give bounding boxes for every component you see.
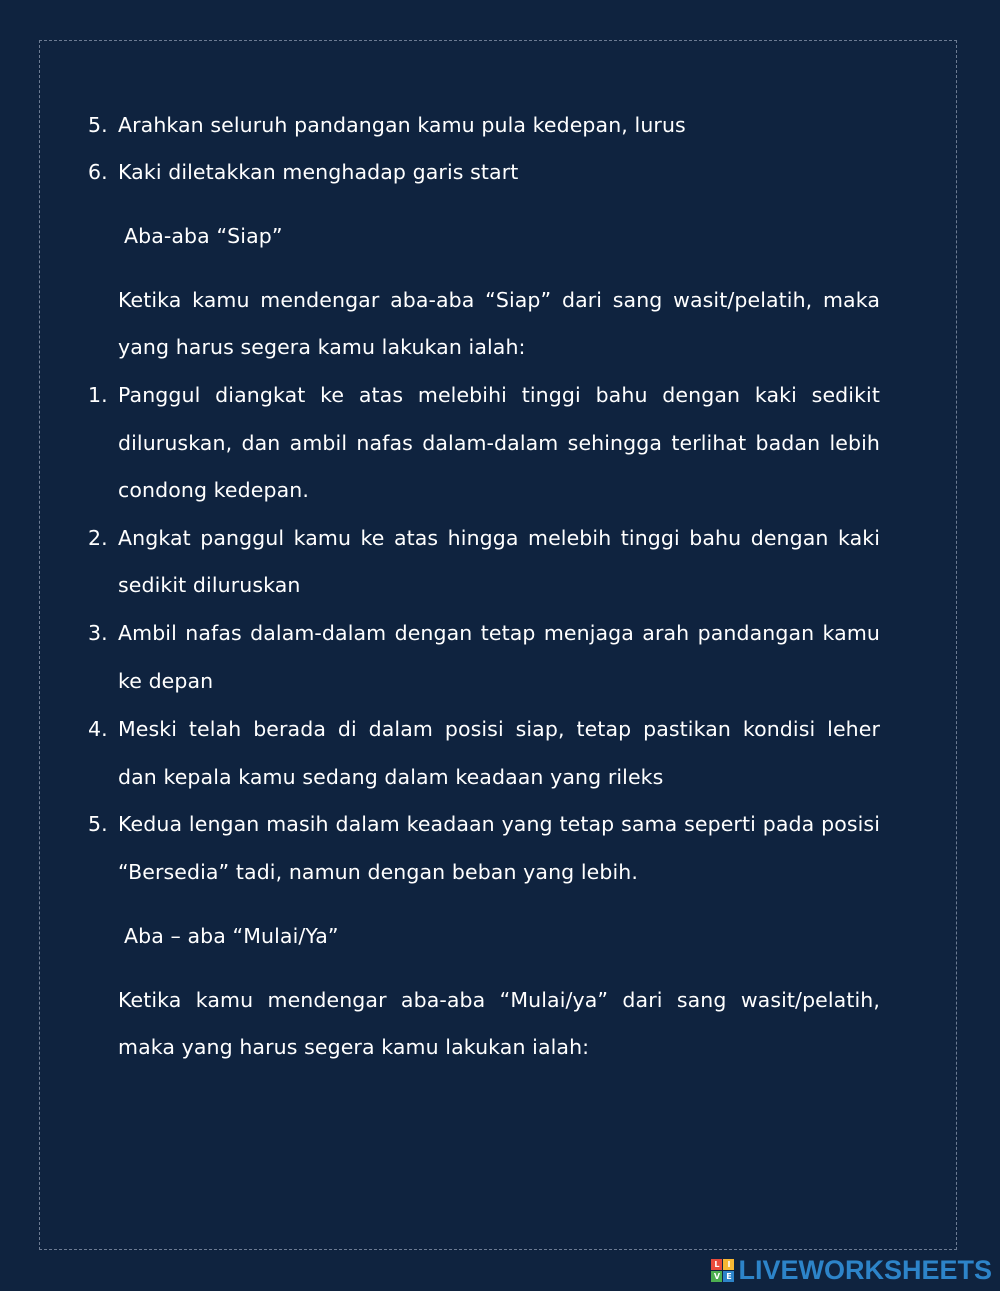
list-number: 5. (88, 812, 108, 836)
list-text: Ambil nafas dalam-dalam dengan tetap menjaga arah pandangan kamu (118, 621, 880, 645)
paragraph-text: maka yang harus segera kamu lakukan ialah: (118, 1035, 590, 1059)
liveworksheets-watermark (711, 1254, 992, 1285)
logo-letter: E (723, 1271, 734, 1282)
logo-letter: V (711, 1271, 722, 1282)
list-text: Arahkan seluruh pandangan kamu pula kedepan, lurus (118, 113, 686, 137)
list-number: 4. (88, 717, 108, 741)
list-text: Panggul diangkat ke atas melebihi tinggi bahu dengan kaki sedikit (118, 383, 880, 407)
list-text: ke depan (118, 669, 214, 693)
section-heading-siap: Aba-aba “Siap” (124, 224, 283, 248)
logo-letter: L (711, 1259, 722, 1270)
list-number: 1. (88, 383, 108, 407)
list-number: 5. (88, 113, 108, 137)
section-heading-mulai: Aba – aba “Mulai/Ya” (124, 924, 339, 948)
list-number: 2. (88, 526, 108, 550)
paragraph-text: Ketika kamu mendengar aba-aba “Siap” dari sang wasit/pelatih, maka (118, 288, 880, 312)
list-text: sedikit diluruskan (118, 573, 301, 597)
list-text: Meski telah berada di dalam posisi siap, tetap pastikan kondisi leher (118, 717, 880, 741)
logo-letter: I (723, 1259, 734, 1270)
paragraph-text: yang harus segera kamu lakukan ialah: (118, 335, 526, 359)
list-text: dan kepala kamu sedang dalam keadaan yang rileks (118, 765, 664, 789)
watermark-text: LIVEWORKSHEETS (738, 1254, 992, 1285)
list-number: 6. (88, 160, 108, 184)
list-text: Kedua lengan masih dalam keadaan yang tetap sama seperti pada posisi (118, 812, 880, 836)
list-text: diluruskan, dan ambil nafas dalam-dalam sehingga terlihat badan lebih (118, 431, 880, 455)
list-text: “Bersedia” tadi, namun dengan beban yang lebih. (118, 860, 639, 884)
list-number: 3. (88, 621, 108, 645)
list-text: condong kedepan. (118, 478, 309, 502)
list-text: Angkat panggul kamu ke atas hingga melebih tinggi bahu dengan kaki (118, 526, 880, 550)
list-text: Kaki diletakkan menghadap garis start (118, 160, 519, 184)
liveworksheets-logo-icon (711, 1259, 734, 1282)
paragraph-text: Ketika kamu mendengar aba-aba “Mulai/ya” dari sang wasit/pelatih, (118, 988, 880, 1012)
